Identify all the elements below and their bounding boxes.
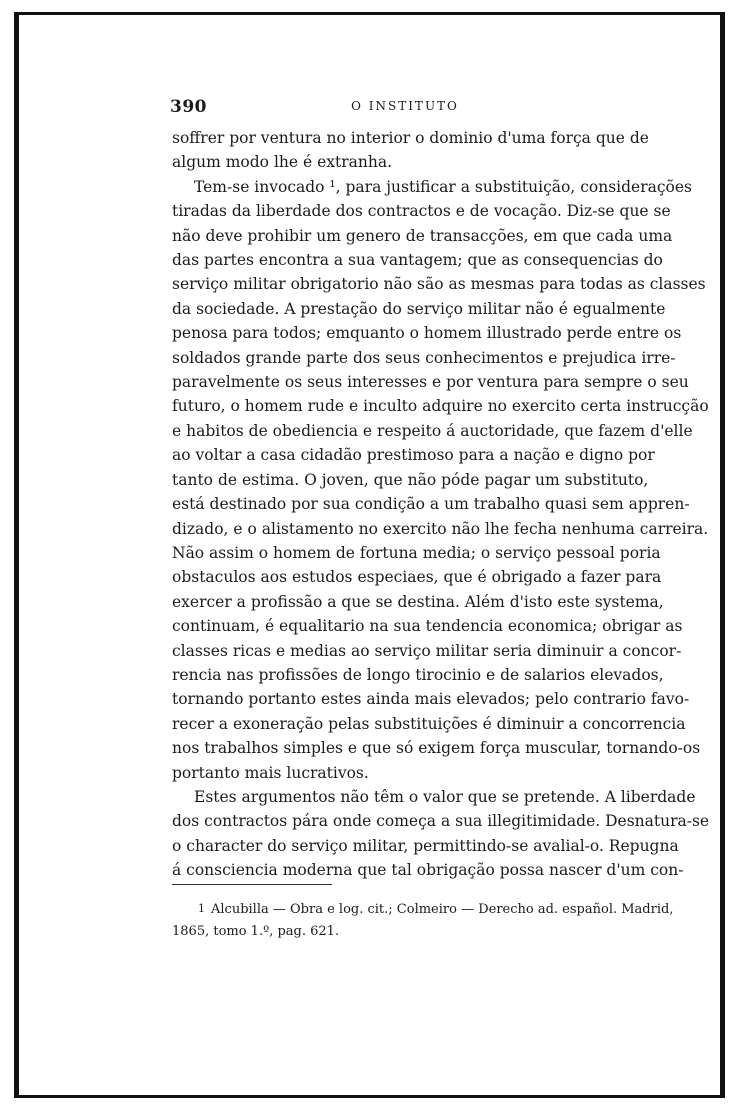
text-line: penosa para todos; emquanto o homem illustrado perde entre os (172, 324, 682, 343)
text-line: da sociedade. A prestação do serviço militar não é egualmente (172, 299, 666, 318)
text-line: futuro, o homem rude e inculto adquire no exercito certa instrucção (172, 397, 709, 416)
text-line: não deve prohibir um genero de transacções, em que cada uma (172, 226, 673, 245)
text-line: serviço militar obrigatorio não são as mesmas para todas as classes (172, 275, 706, 294)
text-line: portanto mais lucrativos. (172, 763, 369, 782)
footnote-line: 1865, tomo 1.º, pag. 621. (172, 924, 340, 939)
text-line: Tem-se invocado ¹, para justificar a substituição, considerações (194, 177, 692, 196)
text-line: algum modo lhe é extranha. (172, 153, 393, 172)
footnote (172, 898, 674, 943)
text-line: Estes argumentos não têm o valor que se pretende. A liberdade (194, 787, 696, 806)
text-line: dos contractos pára onde começa a sua illegitimidade. Desnatura-se (172, 812, 710, 831)
text-line: das partes encontra a sua vantagem; que as consequencias do (172, 251, 663, 270)
text-line: e habitos de obediencia e respeito á auctoridade, que fazem d'elle (172, 421, 693, 440)
text-line: ao voltar a casa cidadão prestimoso para a nação e digno por (172, 446, 655, 465)
text-line: obstaculos aos estudos especiaes, que é obrigado a fazer para (172, 568, 662, 587)
text-line: Não assim o homem de fortuna media; o serviço pessoal poria (172, 543, 661, 562)
text-line: tanto de estima. O joven, que não póde pagar um substituto, (172, 470, 649, 489)
page-header (170, 97, 640, 119)
text-line: soffrer por ventura no interior o dominio d'uma força que de (172, 129, 649, 147)
text-line: paravelmente os seus interesses e por ventura para sempre o seu (172, 373, 689, 392)
text-line: continuam, é equalitario na sua tendencia economica; obrigar as (172, 617, 683, 636)
text-line: tiradas da liberdade dos contractos e de vocação. Diz-se que se (172, 202, 671, 221)
text-line: classes ricas e medias ao serviço militar seria diminuir a concor- (172, 641, 682, 660)
text-line: exercer a profissão a que se destina. Além d'isto este systema, (172, 592, 664, 611)
running-head: O INSTITUTO (351, 99, 459, 113)
footnote-marker: 1 (198, 902, 205, 915)
text-line: soldados grande parte dos seus conhecimentos e prejudica irre- (172, 348, 676, 367)
footnote-line (172, 898, 674, 921)
text-line: á consciencia moderna que tal obrigação possa nascer d'um con- (172, 861, 684, 880)
text-line: tornando portanto estes ainda mais elevados; pelo contrario favo- (172, 690, 690, 709)
text-line: rencia nas profissões de longo tirocinio e de salarios elevados, (172, 665, 664, 684)
text-line: nos trabalhos simples e que só exigem força muscular, tornando-os (172, 739, 701, 758)
footnote-text: Alcubilla — Obra e log. cit.; Colmeiro — Derecho ad. español. Madrid, (211, 902, 674, 917)
text-line: o character do serviço militar, permittindo-se avalial-o. Repugna (172, 836, 679, 855)
text-line: está destinado por sua condição a um trabalho quasi sem appren- (172, 495, 690, 514)
footnote-rule (172, 884, 332, 885)
page-number: 390 (170, 97, 207, 117)
body-text (172, 126, 710, 883)
text-line: recer a exoneração pelas substituições é diminuir a concorrencia (172, 714, 686, 733)
text-line: dizado, e o alistamento no exercito não lhe fecha nenhuma carreira. (172, 519, 709, 538)
